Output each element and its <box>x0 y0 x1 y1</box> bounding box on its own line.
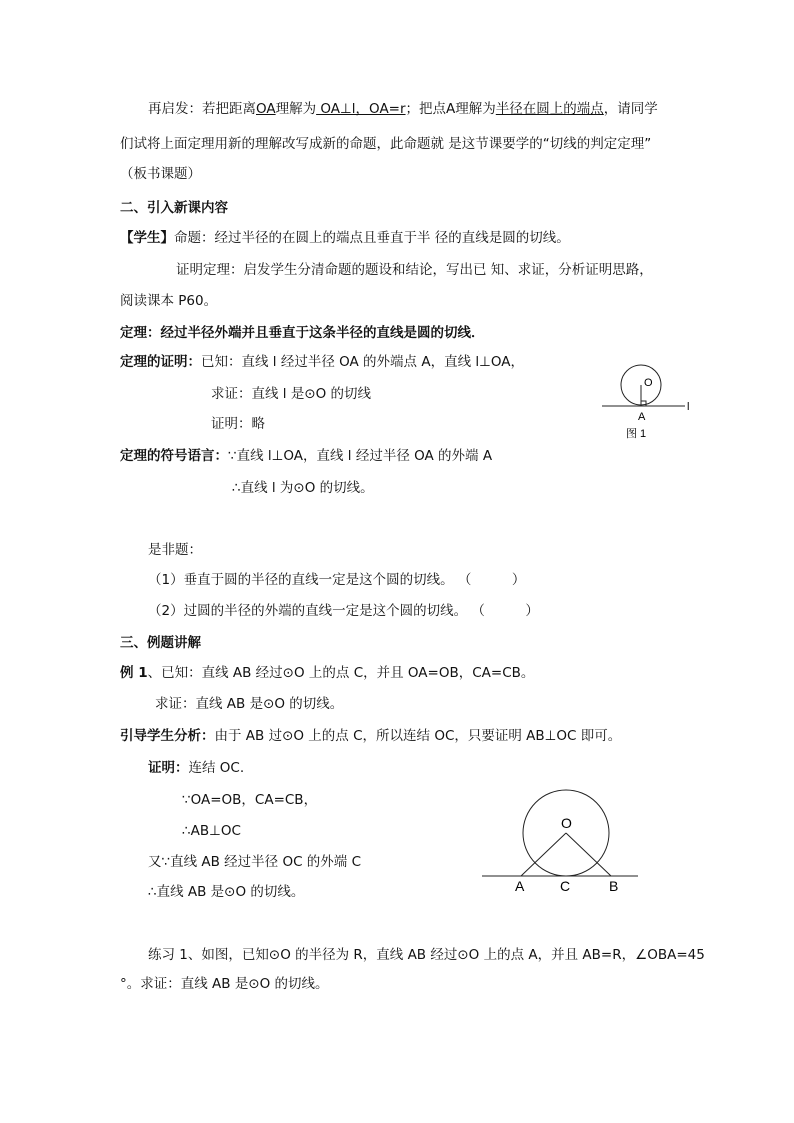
theorem-proof-prove: 求证：直线 l 是⊙O 的切线 <box>211 386 372 402</box>
proof-idea-line-2: 阅读课本 P60。 <box>120 293 218 309</box>
fig1-caption: 图 1 <box>626 428 647 440</box>
figure-2 <box>478 785 648 900</box>
section2-heading: 二、引入新课内容 <box>120 200 228 216</box>
symbolic-line-1: 定理的符号语言：∵直线 l⊥OA，直线 l 经过半径 OA 的外端 A <box>120 448 493 464</box>
fig1-label-o: O <box>644 377 653 389</box>
exercise-1-line-1: 练习 1、如图，已知⊙O 的半径为 R，直线 AB 经过⊙O 上的点 A，并且 AB=R，∠OBA=45 <box>148 947 705 963</box>
intro-line-3: （板书课题） <box>120 166 201 182</box>
example-proof-line-5: ∴直线 AB 是⊙O 的切线。 <box>148 884 305 900</box>
guide-analysis: 引导学生分析：由于 AB 过⊙O 上的点 C，所以连结 OC，只要证明 AB⊥OC 即可。 <box>120 728 622 744</box>
exercise-1-line-2: °。求证：直线 AB 是⊙O 的切线。 <box>120 976 329 992</box>
intro-line-2: 们试将上面定理用新的理解改写成新的命题，此命题就 是这节课要学的“切线的判定定理” <box>120 136 652 152</box>
example-proof-line-2: ∵OA=OB，CA=CB， <box>182 792 318 808</box>
fig1-label-l: l <box>687 401 690 413</box>
fig2-label-c: C <box>560 878 571 894</box>
student-proposition: 【学生】命题：经过半径的在圆上的端点且垂直于半 径的直线是圆的切线。 <box>120 230 570 246</box>
true-false-title: 是非题： <box>148 542 202 558</box>
example-1-given: 例 1、已知：直线 AB 经过⊙O 上的点 C，并且 OA=OB，CA=CB。 <box>120 665 535 681</box>
theorem-statement: 定理：经过半径外端并且垂直于这条半径的直线是圆的切线． <box>120 325 485 341</box>
proof-idea-line-1: 证明定理：启发学生分清命题的题设和结论，写出已 知、求证，分析证明思路， <box>176 262 653 278</box>
theorem-proof-body: 证明：略 <box>211 416 265 432</box>
example-proof-start: 证明：连结 OC. <box>148 760 245 776</box>
true-false-q1: （1）垂直于圆的半径的直线一定是这个圆的切线。 （ ） <box>148 572 526 588</box>
fig2-label-a: A <box>515 878 525 894</box>
intro-line-1: 再启发：若把距离OA理解为 OA⊥l，OA=r；把点A理解为半径在圆上的端点，请同学 <box>148 101 658 117</box>
section3-heading: 三、例题讲解 <box>120 635 201 651</box>
example-1-prove: 求证：直线 AB 是⊙O 的切线。 <box>155 696 344 712</box>
fig2-label-o: O <box>561 815 572 831</box>
fig2-label-b: B <box>609 878 619 894</box>
figure-1 <box>590 355 710 445</box>
theorem-proof-given: 定理的证明：已知：直线 l 经过半径 OA 的外端点 A，直线 l⊥OA， <box>120 354 524 370</box>
true-false-q2: （2）过圆的半径的外端的直线一定是这个圆的切线。 （ ） <box>148 603 539 619</box>
symbolic-line-2: ∴直线 l 为⊙O 的切线。 <box>232 480 374 496</box>
example-proof-line-3: ∴AB⊥OC <box>182 823 241 839</box>
example-proof-line-4: 又∵直线 AB 经过半径 OC 的外端 C <box>148 854 362 870</box>
fig1-label-a: A <box>638 411 646 423</box>
